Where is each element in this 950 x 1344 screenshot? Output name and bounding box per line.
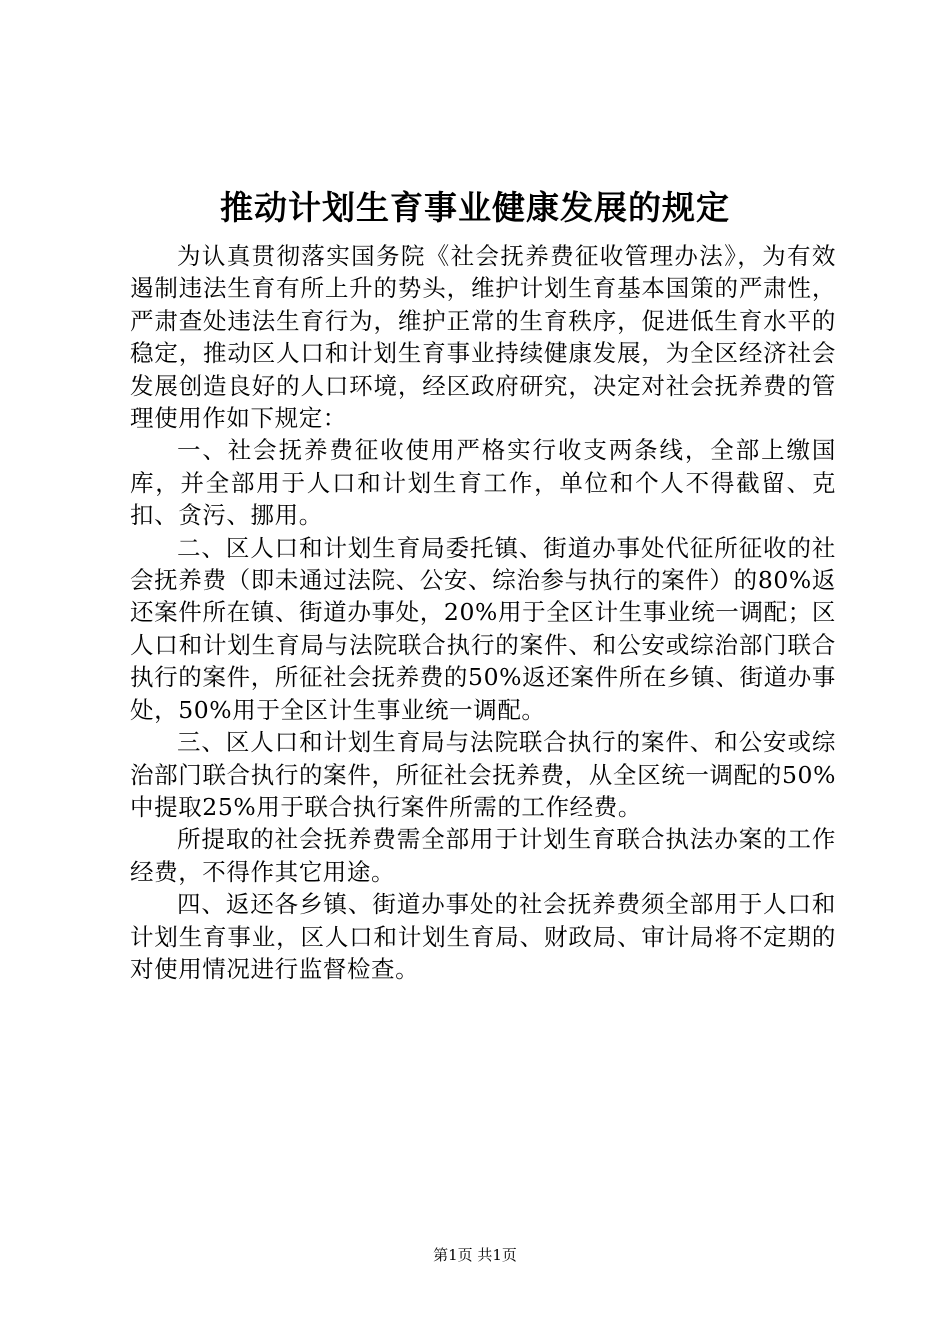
paragraph-article-3: 三、区人口和计划生育局与法院联合执行的案件、和公安或综治部门联合执行的案件，所征社会抚养费，从全区统一调配的50%中提取25%用于联合执行案件所需的工作经费。 (130, 728, 836, 821)
paragraph-article-4: 四、返还各乡镇、街道办事处的社会抚养费须全部用于人口和计划生育事业，区人口和计划生育局、财政局、审计局将不定期的对使用情况进行监督检查。 (130, 890, 836, 983)
document-body (130, 240, 836, 985)
paragraph-article-3-note: 所提取的社会抚养费需全部用于计划生育联合执法办案的工作经费，不得作其它用途。 (130, 825, 836, 886)
page-number-footer: 第1页 共1页 (433, 1246, 517, 1264)
paragraph-intro: 为认真贯彻落实国务院《社会抚养费征收管理办法》，为有效遏制违法生育有所上升的势头，维护计划生育基本国策的严肃性，严肃查处违法生育行为，维护正常的生育秩序，促进低生育水平的稳定，推动区人口和计划生育事业持续健康发展，为全区经济社会发展创造良好的人口环境，经区政府研究，决定对社会抚养费的管理使用作如下规定： (130, 242, 836, 433)
document-title: 推动计划生育事业健康发展的规定 (220, 188, 730, 227)
paragraph-article-2: 二、区人口和计划生育局委托镇、街道办事处代征所征收的社会抚养费（即未通过法院、公安、综治参与执行的案件）的80%返还案件所在镇、街道办事处，20%用于全区计生事业统一调配；区人口和计划生育局与法院联合执行的案件、和公安或综治部门联合执行的案件，所征社会抚养费的50%返还案件所在乡镇、街道办事处，50%用于全区计生事业统一调配。 (130, 533, 836, 724)
paragraph-article-1: 一、社会抚养费征收使用严格实行收支两条线，全部上缴国库，并全部用于人口和计划生育工作，单位和个人不得截留、克扣、贪污、挪用。 (130, 436, 836, 530)
